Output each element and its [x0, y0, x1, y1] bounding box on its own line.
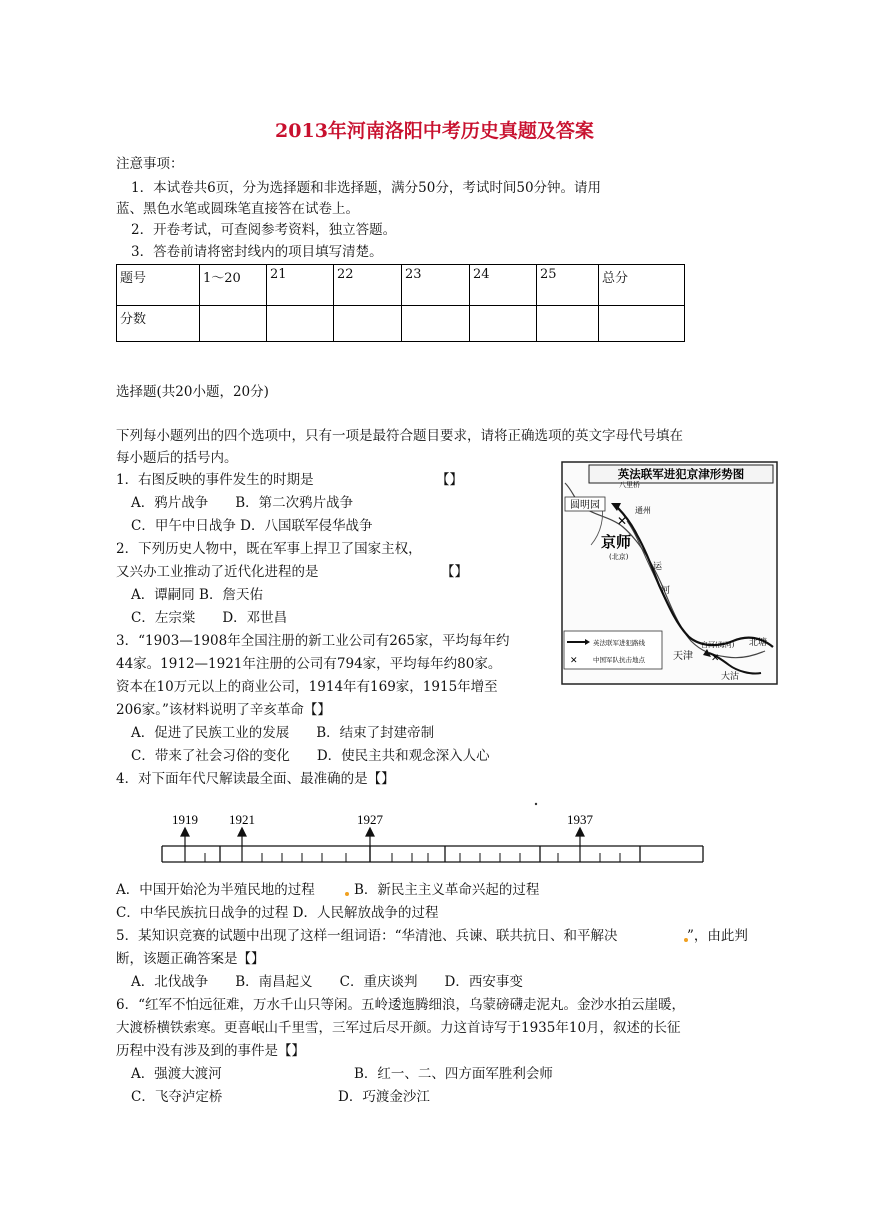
score-input-cell[interactable]: [402, 306, 470, 342]
q6-line-2: 大渡桥横铁索寒。更喜岷山千里雪，三军过后尽开颜。力这首诗写于1935年10月，叙述的长征: [116, 1020, 681, 1036]
score-input-cell[interactable]: [599, 306, 685, 342]
score-input-cell[interactable]: [267, 306, 334, 342]
q4-options-cd: C．中华民族抗日战争的过程 D．人民解放战争的过程: [116, 905, 439, 921]
section-instruction-cont: 每小题后的括号内。: [116, 450, 238, 466]
place-beijing: (北京): [609, 553, 629, 561]
river-label-2: 河: [661, 586, 671, 596]
q4-stem: 4．对下面年代尺解读最全面、最准确的是【】: [116, 771, 395, 787]
notes-line-1-cont: 蓝、黑色水笔或圆珠笔直接答在试卷上。: [116, 201, 359, 217]
q2-options-1: A．谭嗣同 B．詹天佑: [131, 587, 263, 603]
score-table-header-row: [117, 265, 685, 306]
timeline-arrowhead: [181, 828, 189, 836]
q6-option-b: B．红一、二、四方面军胜利会师: [354, 1066, 553, 1082]
timeline-arrowhead: [366, 828, 374, 836]
q2-options-2: C．左宗棠 D．邓世昌: [131, 610, 288, 626]
score-header-cell: 25: [537, 265, 599, 306]
q4-option-a: A．中国开始沦为半殖民地的过程: [116, 882, 315, 898]
score-header-cell: 总分: [599, 265, 685, 306]
score-table: [116, 264, 685, 342]
place-haihe: 白河(海河): [701, 641, 735, 649]
legend-battle-label: 中国军队抗击地点: [593, 656, 645, 664]
timeline-year-1927: 1927: [357, 812, 383, 827]
q2-stem: 2．下列历史人物中，既在军事上捍卫了国家主权，: [116, 541, 422, 557]
q6-line-3: 历程中没有涉及到的事件是【】: [116, 1043, 305, 1059]
mark-dot: [345, 892, 349, 896]
q1-options-2: C．甲午中日战争 D．八国联军侵华战争: [131, 518, 373, 534]
score-input-cell[interactable]: [334, 306, 402, 342]
place-jingshi: 京师: [601, 533, 632, 551]
river-label-1: 运: [653, 562, 663, 572]
q1-options-1: A．鸦片战争 B．第二次鸦片战争: [131, 495, 354, 511]
place-tongzhou: 通州: [635, 506, 651, 515]
legend-route-label: 英法联军进犯路线: [593, 639, 645, 647]
map-title: 英法联军进犯京津形势图: [617, 467, 745, 481]
timeline-arrowhead: [576, 828, 584, 836]
q4-option-b: B．新民主主义革命兴起的过程: [354, 882, 540, 898]
page-title: 2013年河南洛阳中考历史真题及答案: [275, 120, 594, 142]
timeline-ruler: [160, 800, 705, 875]
q2-stem-cont: 又兴办工业推动了近代化进程的是: [116, 564, 319, 580]
q5-line-2: 断，该题正确答案是【】: [116, 951, 265, 967]
q3-options-1: A．促进了民族工业的发展 B．结束了封建帝制: [131, 725, 435, 741]
q5-options: A．北伐战争 B．南昌起义 C．重庆谈判 D．西安事变: [131, 974, 523, 990]
q3-options-2: C．带来了社会习俗的变化 D．使民主共和观念深入人心: [131, 748, 490, 764]
place-yuanmingyuan: 圆明园: [570, 500, 600, 511]
score-input-cell[interactable]: [470, 306, 537, 342]
q5-line-1: 5．某知识竞赛的试题中出现了这样一组词语：“华清池、兵谏、联共抗日、和平解决: [116, 928, 618, 944]
section-title: 选择题(共20小题，20分): [116, 384, 269, 400]
map-figure: [561, 461, 778, 685]
q6-option-a: A．强渡大渡河: [131, 1066, 222, 1082]
legend-battle-icon: ✕: [570, 656, 578, 666]
score-header-cell: 21: [267, 265, 334, 306]
q5-line-1-end: ”，由此判: [687, 928, 748, 944]
score-header-cell: 22: [334, 265, 402, 306]
q3-line-4: 206家。”该材料说明了辛亥革命【】: [116, 702, 331, 718]
q6-option-d: D．巧渡金沙江: [338, 1089, 430, 1105]
place-tianjin: 天津: [673, 651, 693, 662]
q6-option-c: C．飞夺泸定桥: [131, 1089, 223, 1105]
score-header-cell: 23: [402, 265, 470, 306]
score-table-row: [117, 306, 685, 342]
section-instruction: 下列每小题列出的四个选项中，只有一项是最符合题目要求，请将正确选项的英文字母代号填在: [116, 428, 683, 444]
score-header-cell: 1～20: [200, 265, 267, 306]
place-baliqiao: 八里桥: [619, 481, 640, 489]
q6-line-1: 6．“红军不怕远征难，万水千山只等闲。五岭逶迤腾细浪，乌蒙磅礴走泥丸。金沙水拍云崖暖，: [116, 997, 685, 1013]
score-input-cell[interactable]: [200, 306, 267, 342]
timeline-arrowhead: [238, 828, 246, 836]
q3-line-1: 3．“1903—1908年全国注册的新工业公司有265家，平均每年约: [116, 633, 510, 649]
q3-line-2: 44家。1912—1921年注册的公司有794家，平均每年约80家。: [116, 656, 502, 672]
place-beitang: 北塘: [749, 638, 768, 648]
score-input-cell[interactable]: [537, 306, 599, 342]
score-header-cell: 24: [470, 265, 537, 306]
score-header-cell: 题号: [117, 265, 200, 306]
timeline-year-1937: 1937: [567, 812, 593, 827]
battle-mark-icon: ✕: [711, 653, 720, 664]
notes-line-2: 2．开卷考试，可查阅参考资料，独立答题。: [131, 222, 397, 238]
notes-line-1: 1．本试卷共6页，分为选择题和非选择题，满分50分，考试时间50分钟。请用: [131, 180, 602, 196]
timeline-year-1919: 1919: [172, 812, 198, 827]
battle-mark-icon: ✕: [617, 514, 628, 528]
q1-stem: 1．右图反映的事件发生的时期是: [116, 472, 314, 488]
q2-answer-bracket[interactable]: 【】: [441, 564, 468, 580]
q3-line-3: 资本在10万元以上的商业公司，1914年有169家，1915年增至: [116, 679, 498, 695]
score-row-label: 分数: [117, 306, 200, 342]
timeline-year-1921: 1921: [229, 812, 255, 827]
q1-answer-bracket[interactable]: 【】: [436, 472, 463, 488]
place-dagu: 大沽: [721, 672, 740, 682]
notes-heading: 注意事项：: [116, 156, 184, 172]
notes-line-3: 3．答卷前请将密封线内的项目填写清楚。: [131, 244, 383, 260]
